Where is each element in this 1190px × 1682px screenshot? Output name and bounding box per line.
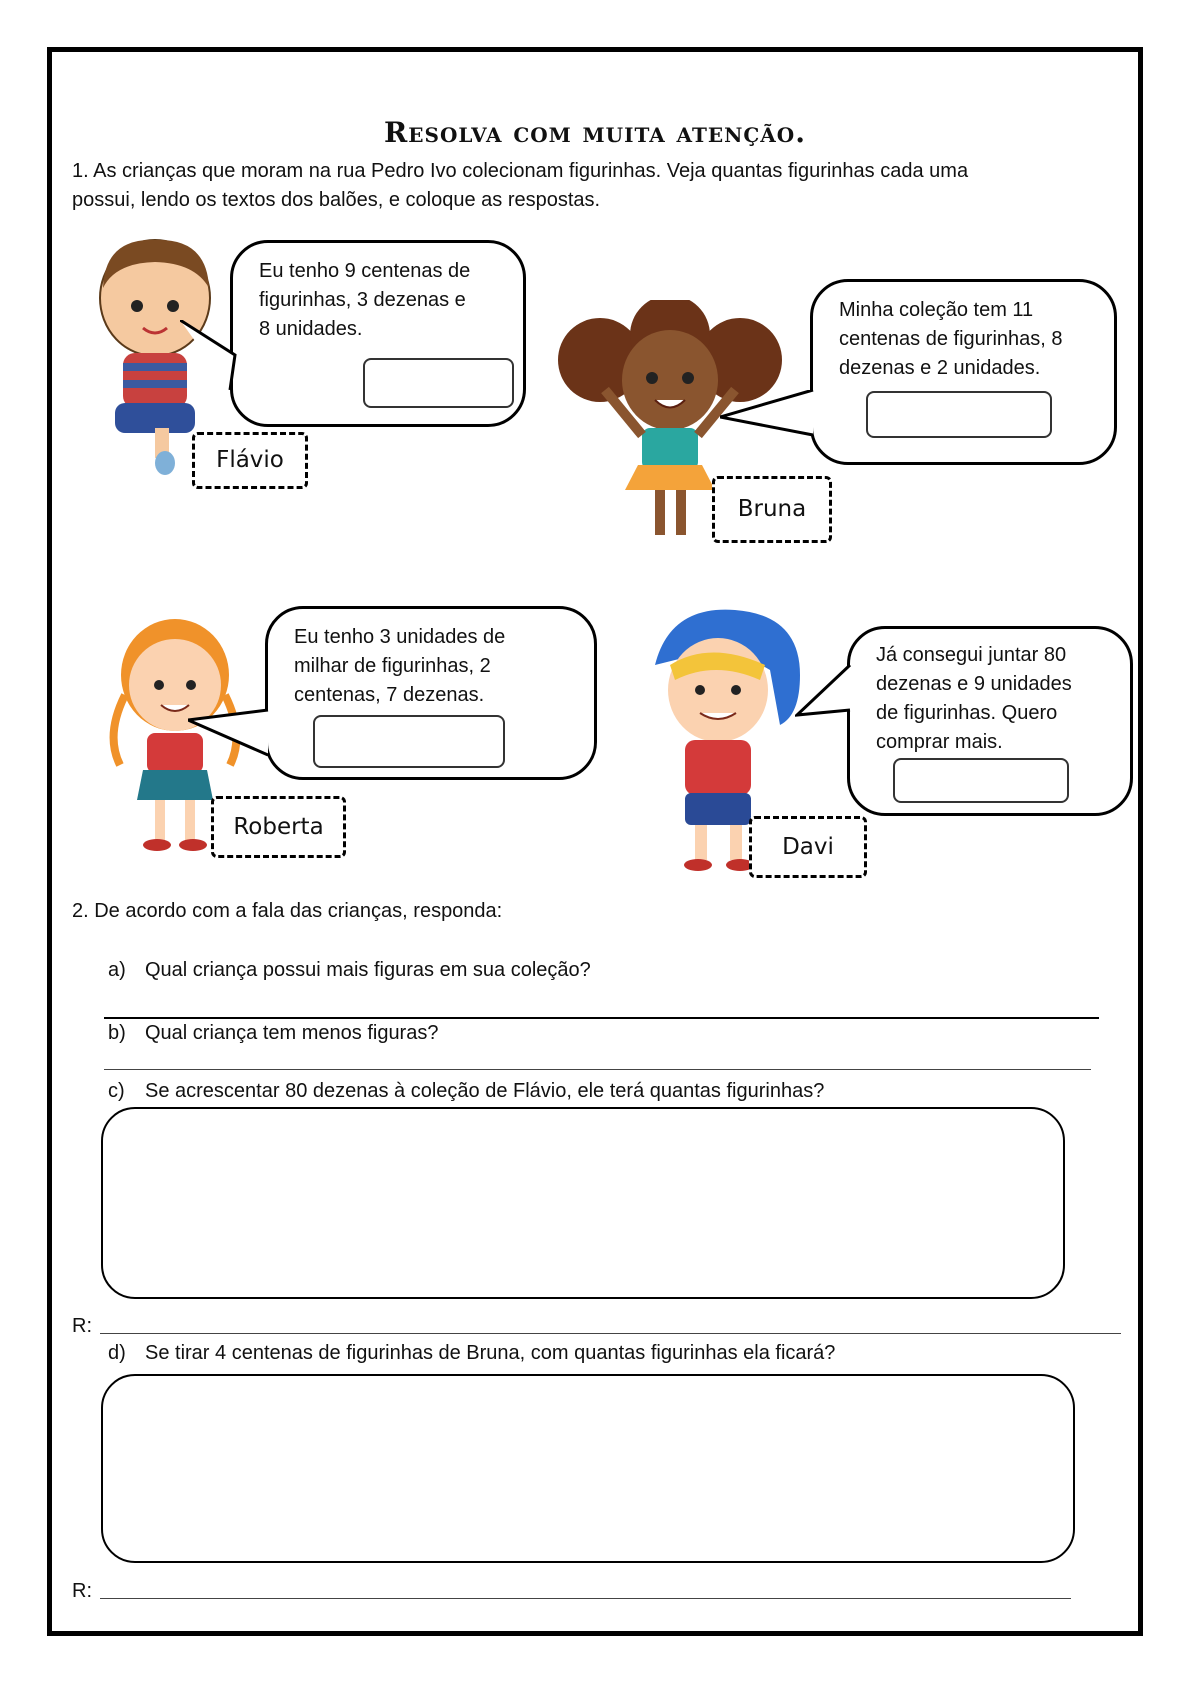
answer-label-c: R: bbox=[72, 1315, 92, 1337]
question-2c-text: Se acrescentar 80 dezenas à coleção de Flávio, ele terá quantas figurinhas? bbox=[145, 1080, 825, 1102]
davi-answer-box[interactable] bbox=[893, 758, 1069, 803]
question-2b-text: Qual criança tem menos figuras? bbox=[145, 1022, 439, 1044]
flavio-bubble-tail bbox=[180, 320, 250, 400]
davi-speech-bubble: Já consegui juntar 80 dezenas e 9 unidades de figurinhas. Quero comprar mais. bbox=[847, 626, 1133, 816]
work-box-c[interactable] bbox=[101, 1107, 1065, 1299]
bruna-answer-box[interactable] bbox=[866, 391, 1052, 438]
roberta-answer-box[interactable] bbox=[313, 715, 505, 768]
bruna-bubble-tail bbox=[720, 390, 820, 440]
davi-name-tag: Davi bbox=[749, 816, 867, 878]
answer-line-b[interactable] bbox=[104, 1069, 1091, 1070]
question-1-text: 1. As crianças que moram na rua Pedro Ivo colecionam figurinhas. Veja quantas figurinhas cada uma possui, lendo os textos dos balões, e coloque as respostas. bbox=[72, 160, 969, 211]
answer-label-d: R: bbox=[72, 1580, 92, 1602]
roberta-bubble-tail bbox=[188, 700, 273, 760]
roberta-name-tag: Roberta bbox=[211, 796, 346, 858]
question-2d-text: Se tirar 4 centenas de figurinhas de Bruna, com quantas figurinhas ela ficará? bbox=[145, 1342, 836, 1364]
flavio-name-tag: Flávio bbox=[192, 432, 308, 489]
flavio-answer-box[interactable] bbox=[363, 358, 514, 408]
question-2b-letter: b) bbox=[108, 1022, 126, 1044]
bruna-name-tag: Bruna bbox=[712, 476, 832, 543]
davi-bubble-tail bbox=[795, 665, 855, 725]
question-2a-letter: a) bbox=[108, 959, 126, 981]
question-2c-letter: c) bbox=[108, 1080, 125, 1102]
question-2d-letter: d) bbox=[108, 1342, 126, 1364]
answer-line-d[interactable] bbox=[100, 1598, 1071, 1599]
work-box-d[interactable] bbox=[101, 1374, 1075, 1563]
question-2-intro: 2. De acordo com a fala das crianças, responda: bbox=[72, 900, 503, 922]
bruna-speech-bubble: Minha coleção tem 11 centenas de figurinhas, 8 dezenas e 2 unidades. bbox=[810, 279, 1117, 465]
page-title: Resolva com muita atenção. bbox=[384, 116, 806, 149]
flavio-speech-bubble: Eu tenho 9 centenas de figurinhas, 3 dezenas e 8 unidades. bbox=[230, 240, 526, 427]
roberta-speech-bubble: Eu tenho 3 unidades de milhar de figurinhas, 2 centenas, 7 dezenas. bbox=[265, 606, 597, 780]
question-2a-text: Qual criança possui mais figuras em sua coleção? bbox=[145, 959, 591, 981]
answer-line-a[interactable] bbox=[104, 1017, 1099, 1019]
answer-line-c[interactable] bbox=[100, 1333, 1121, 1334]
